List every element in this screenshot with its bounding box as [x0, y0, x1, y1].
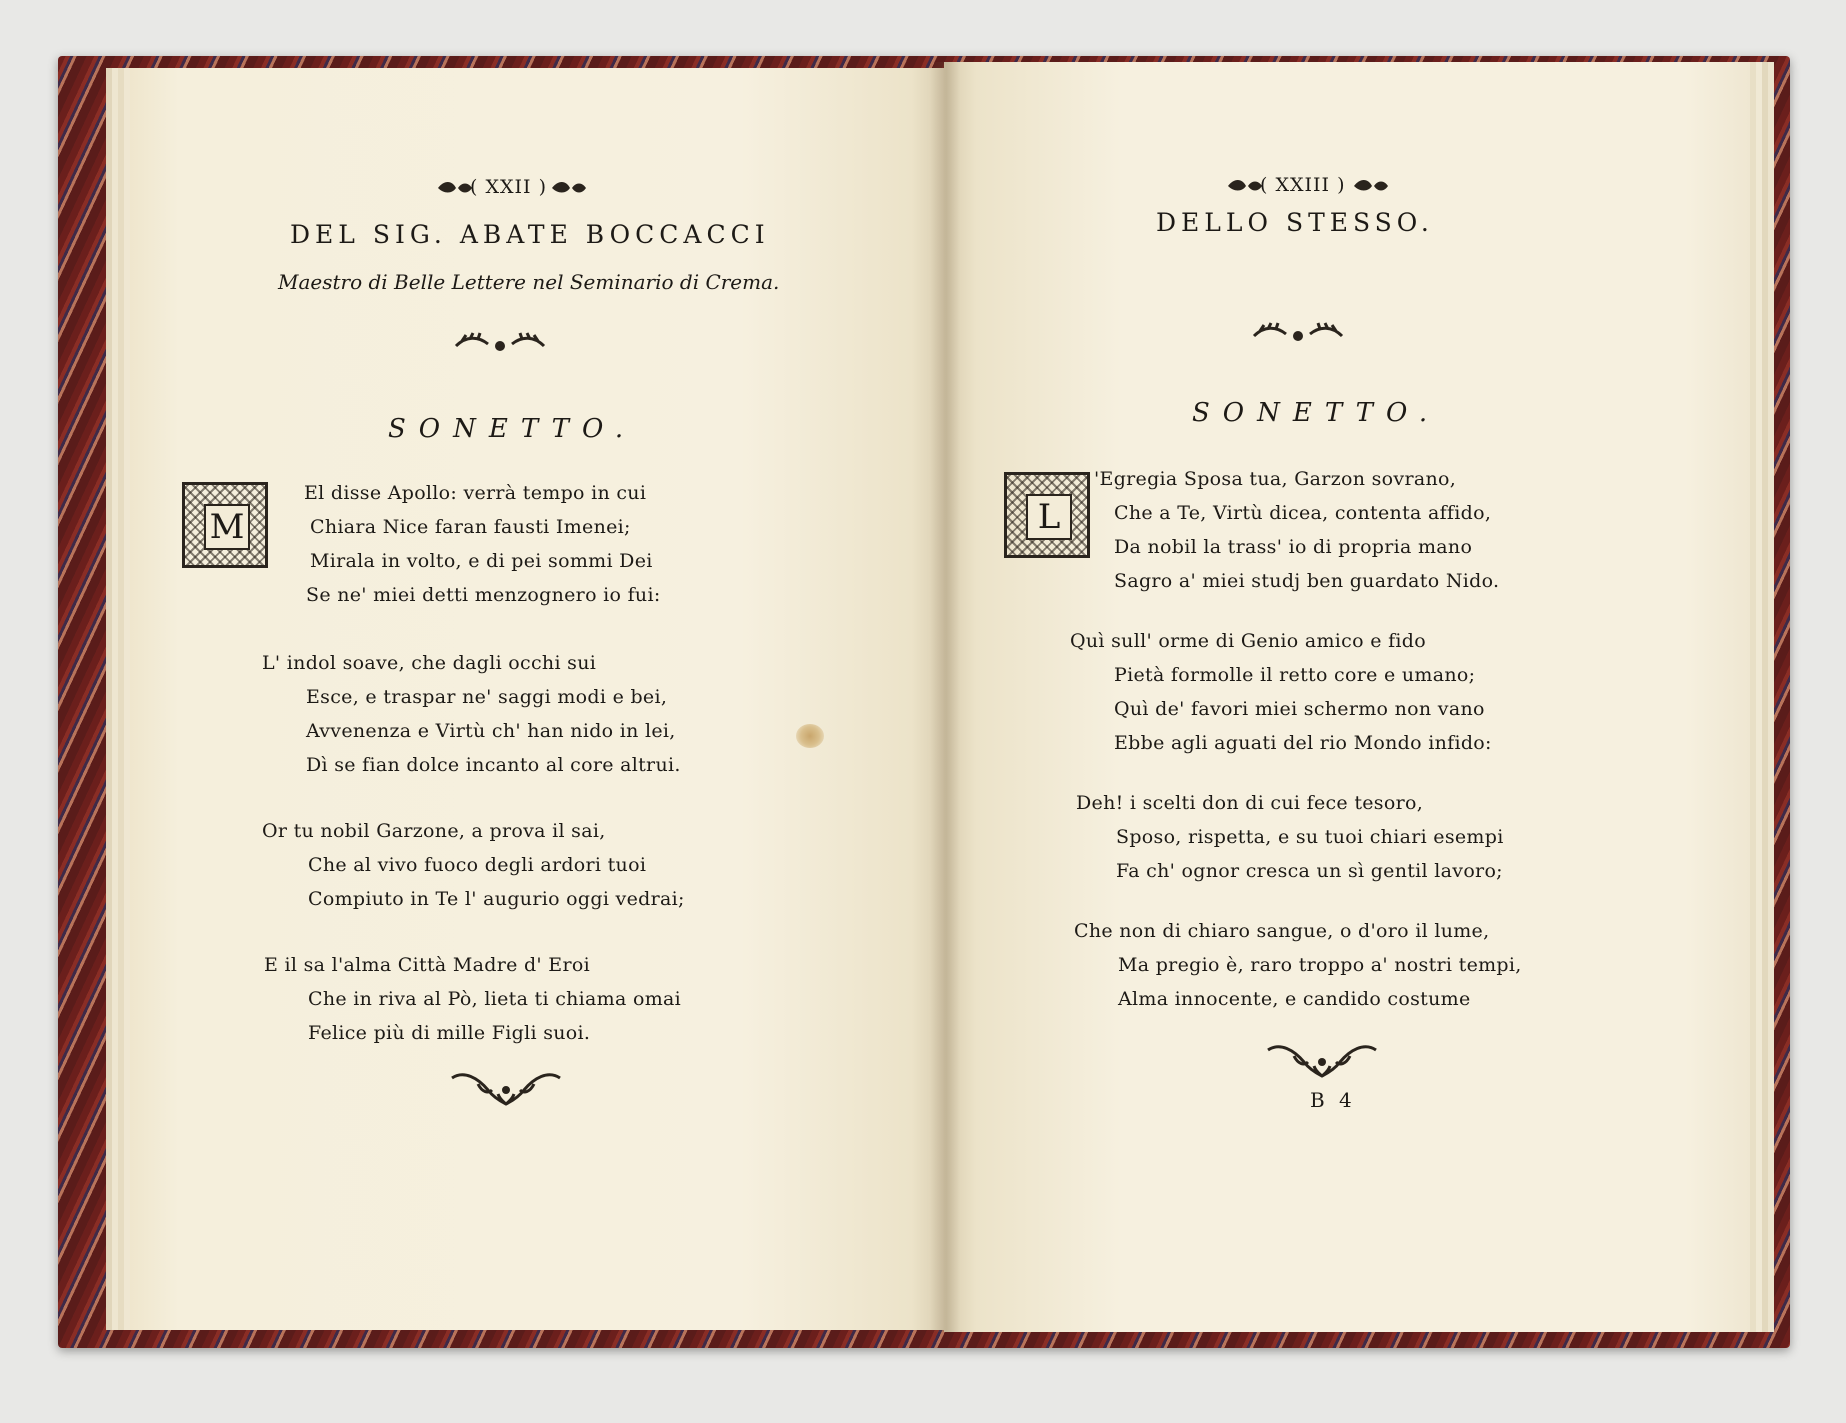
ornament-icon — [452, 332, 548, 356]
verse-line: Sagro a' miei studj ben guardato Nido. — [1114, 570, 1500, 592]
signature-mark: B 4 — [1310, 1088, 1356, 1112]
fleuron-icon — [550, 180, 588, 196]
fleuron-icon — [1352, 178, 1390, 194]
page-number: ( XXII ) — [470, 176, 547, 198]
verse-line: Sposo, rispetta, e su tuoi chiari esempi — [1116, 826, 1504, 848]
verse-line: Dì se fian dolce incanto al core altrui. — [306, 754, 681, 776]
verse-line: Esce, e traspar ne' saggi modi e bei, — [306, 686, 668, 708]
verse-line: Deh! i scelti don di cui fece tesoro, — [1076, 792, 1424, 814]
verse-line: Che non di chiaro sangue, o d'oro il lume, — [1074, 920, 1490, 942]
verse-line: E il sa l'alma Città Madre d' Eroi — [264, 954, 590, 976]
verse-line: Avvenenza e Virtù ch' han nido in lei, — [306, 720, 676, 742]
fleuron-icon — [436, 180, 474, 196]
verse-line: Se ne' miei detti menzognero io fui: — [306, 584, 661, 606]
ornament-icon — [448, 1068, 564, 1112]
verse-line: Pietà formolle il retto core e umano; — [1114, 664, 1476, 686]
paper-stain — [796, 724, 824, 748]
ornament-icon — [1250, 322, 1346, 346]
verse-line: L' indol soave, che dagli occhi sui — [262, 652, 597, 674]
verse-line: Compiuto in Te l' augurio oggi vedrai; — [308, 888, 685, 910]
book-gutter — [930, 62, 960, 1332]
verse-line: Che al vivo fuoco degli ardori tuoi — [308, 854, 647, 876]
verse-line: Fa ch' ognor cresca un sì gentil lavoro; — [1116, 860, 1503, 882]
poem-title: SONETTO. — [388, 414, 637, 444]
page-heading: DEL SIG. ABATE BOCCACCI — [290, 220, 770, 249]
verse-line: Da nobil la trass' io di propria mano — [1114, 536, 1473, 558]
fleuron-icon — [1226, 178, 1264, 194]
verse-line: Quì sull' orme di Genio amico e fido — [1070, 630, 1426, 652]
page-subtitle: Maestro di Belle Lettere nel Seminario di Crema. — [278, 270, 780, 294]
ornament-icon — [1264, 1040, 1380, 1084]
verse-line: Che a Te, Virtù dicea, contenta affido, — [1114, 502, 1492, 524]
right-page — [944, 62, 1750, 1332]
poem-title: SONETTO. — [1192, 398, 1441, 428]
drop-cap: L — [1004, 472, 1090, 558]
verse-line: Alma innocente, e candido costume — [1118, 988, 1471, 1010]
page-heading: DELLO STESSO. — [1156, 208, 1434, 237]
verse-line: Ebbe agli aguati del rio Mondo infido: — [1114, 732, 1492, 754]
verse-line: Quì de' favori miei schermo non vano — [1114, 698, 1485, 720]
verse-line: Che in riva al Pò, lieta ti chiama omai — [308, 988, 682, 1010]
verse-line: Ma pregio è, raro troppo a' nostri tempi, — [1118, 954, 1522, 976]
verse-line: Felice più di mille Figli suoi. — [308, 1022, 591, 1044]
verse-line: Or tu nobil Garzone, a prova il sai, — [262, 820, 606, 842]
verse-line: Chiara Nice faran fausti Imenei; — [310, 516, 631, 538]
page-number: ( XXIII ) — [1260, 174, 1346, 196]
verse-line: El disse Apollo: verrà tempo in cui — [304, 482, 647, 504]
verse-line: Mirala in volto, e di pei sommi Dei — [310, 550, 653, 572]
left-page — [130, 68, 944, 1330]
verse-line: 'Egregia Sposa tua, Garzon sovrano, — [1094, 468, 1457, 490]
drop-cap: M — [182, 482, 268, 568]
